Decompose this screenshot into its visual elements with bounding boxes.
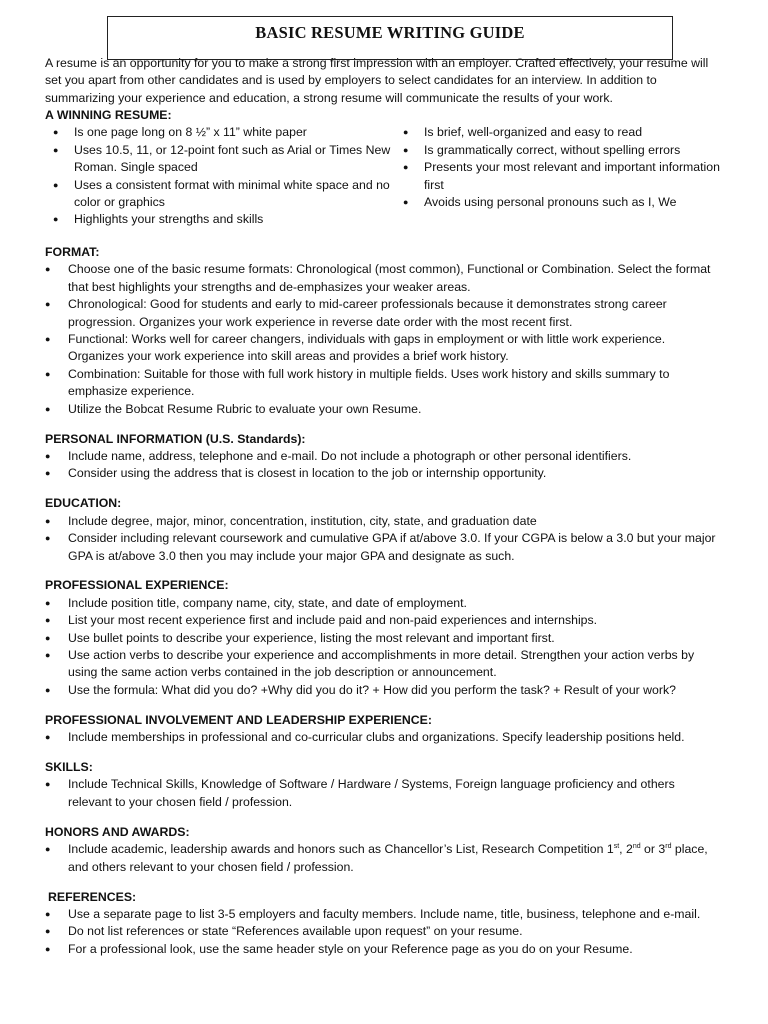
list-item: ● Use bullet points to describe your experience, listing the most relevant and important first. [45,630,720,647]
list-item: ● Use action verbs to describe your experience and accomplishments in more detail. Strengthen your action verbs by using the same action verbs contained in the job description or announcement. [45,647,720,682]
winning-left-list [45,124,395,228]
honors-text-mid1: , 2 [619,842,633,857]
references-section [45,889,720,959]
list-item: ● Consider including relevant coursework and cumulative GPA if at/above 3.0. If your CGPA is below a 3.0 but your major GPA is at/above 3.0 then you may include your major GPA and designate as such. [45,530,720,565]
superscript-nd: nd [632,843,641,851]
list-item: ● Choose one of the basic resume formats: Chronological (most common), Functional or Combination. Select the format that best highlights your strengths and de-emphasizes your weaker areas. [45,261,720,296]
personal-info-list [45,448,720,483]
list-item: ● Chronological: Good for students and early to mid-career professionals because it demonstrates strong career progression. Organizes your work experience in reverse date order with the most recent first. [45,296,720,331]
list-item: ● Highlights your strengths and skills [45,211,395,228]
involvement-list [45,729,720,746]
list-item: ● Presents your most relevant and important information first [395,159,720,194]
list-item: ● Uses 10.5, 11, or 12-point font such as Arial or Times New Roman. Single spaced [45,142,395,177]
honors-list [45,841,720,876]
involvement-section [45,712,720,747]
personal-info-section [45,431,720,483]
honors-text-mid2: or 3 [640,842,666,857]
list-item: ● Avoids using personal pronouns such as I, We [395,194,720,211]
list-item: ● Is grammatically correct, without spelling errors [395,142,720,159]
intro-paragraph: A resume is an opportunity for you to make a strong first impression with an employer. Crafted effectively, your resume will set you apart from other candidates and is used by employers to select candidates for an interview. In addition to summarizing your experience and education, a strong resume will communicate the results of your work. [45,56,709,105]
education-section [45,495,720,565]
winning-heading: A WINNING RESUME: [45,108,172,122]
honors-heading: HONORS AND AWARDS: [45,824,190,839]
experience-section [45,577,720,699]
list-item: ● Use the formula: What did you do? +Why did you do it? + How did you perform the task? + Result of your work? [45,682,720,699]
list-item: ● Is brief, well-organized and easy to read [395,124,720,141]
experience-list [45,595,720,699]
list-item: ● Include Technical Skills, Knowledge of Software / Hardware / Systems, Foreign language proficiency and others relevant to your chosen field / profession. [45,776,720,811]
title-box [107,16,673,60]
guide-sections [45,244,720,971]
list-item: ● Do not list references or state “References available upon request” on your resume. [45,923,720,940]
honors-text-start: Include academic, leadership awards and honors such as Chancellor’s List, Research Competition 1 [68,842,614,857]
list-item: ● Include name, address, telephone and e-mail. Do not include a photograph or other personal identifiers. [45,448,720,465]
page-title: BASIC RESUME WRITING GUIDE [255,23,525,42]
superscript-st: st [613,843,620,851]
references-heading: REFERENCES: [48,889,137,904]
skills-section [45,759,720,811]
format-list [45,261,720,418]
list-item: ● Uses a consistent format with minimal white space and no color or graphics [45,177,395,212]
list-item: ● Use a separate page to list 3-5 employers and faculty members. Include name, title, business, telephone and e-mail. [45,906,720,923]
personal-info-heading: PERSONAL INFORMATION (U.S. Standards): [45,431,306,446]
skills-list [45,776,720,811]
list-item: ● Include degree, major, minor, concentration, institution, city, state, and graduation date [45,513,720,530]
honors-text-end: place, and others relevant to your chosen field / profession. [68,842,708,874]
superscript-rd: rd [665,843,672,851]
winning-columns [45,124,720,228]
list-item: ● Include position title, company name, city, state, and date of employment. [45,595,720,612]
winning-right-list [395,124,720,228]
skills-heading: SKILLS: [45,760,93,775]
format-section [45,244,720,418]
list-item [45,841,720,876]
format-heading: FORMAT: [45,245,100,259]
list-item: ● Combination: Suitable for those with full work history in multiple fields. Uses work history and skills summary to emphasize experience. [45,366,720,401]
list-item: ● For a professional look, use the same header style on your Reference page as you do on your Resume. [45,941,720,958]
list-item: ● Is one page long on 8 ½” x 11” white paper [45,124,395,141]
list-item: ● Consider using the address that is closest in location to the job or internship opportunity. [45,465,720,482]
experience-heading: PROFESSIONAL EXPERIENCE: [45,578,229,593]
involvement-heading: PROFESSIONAL INVOLVEMENT AND LEADERSHIP EXPERIENCE: [45,712,432,727]
education-heading: EDUCATION: [45,496,122,511]
references-list [45,906,720,958]
list-item: ● List your most recent experience first and include paid and non-paid experiences and internships. [45,612,720,629]
winning-resume-section [45,107,720,229]
list-item: ● Include memberships in professional and co-curricular clubs and organizations. Specify leadership positions held. [45,729,720,746]
honors-section [45,824,720,876]
education-list [45,513,720,565]
list-item: ● Utilize the Bobcat Resume Rubric to evaluate your own Resume. [45,401,720,418]
list-item: ● Functional: Works well for career changers, individuals with gaps in employment or with little work experience. Organizes your work experience into skill areas and provides a brief work history. [45,331,720,366]
